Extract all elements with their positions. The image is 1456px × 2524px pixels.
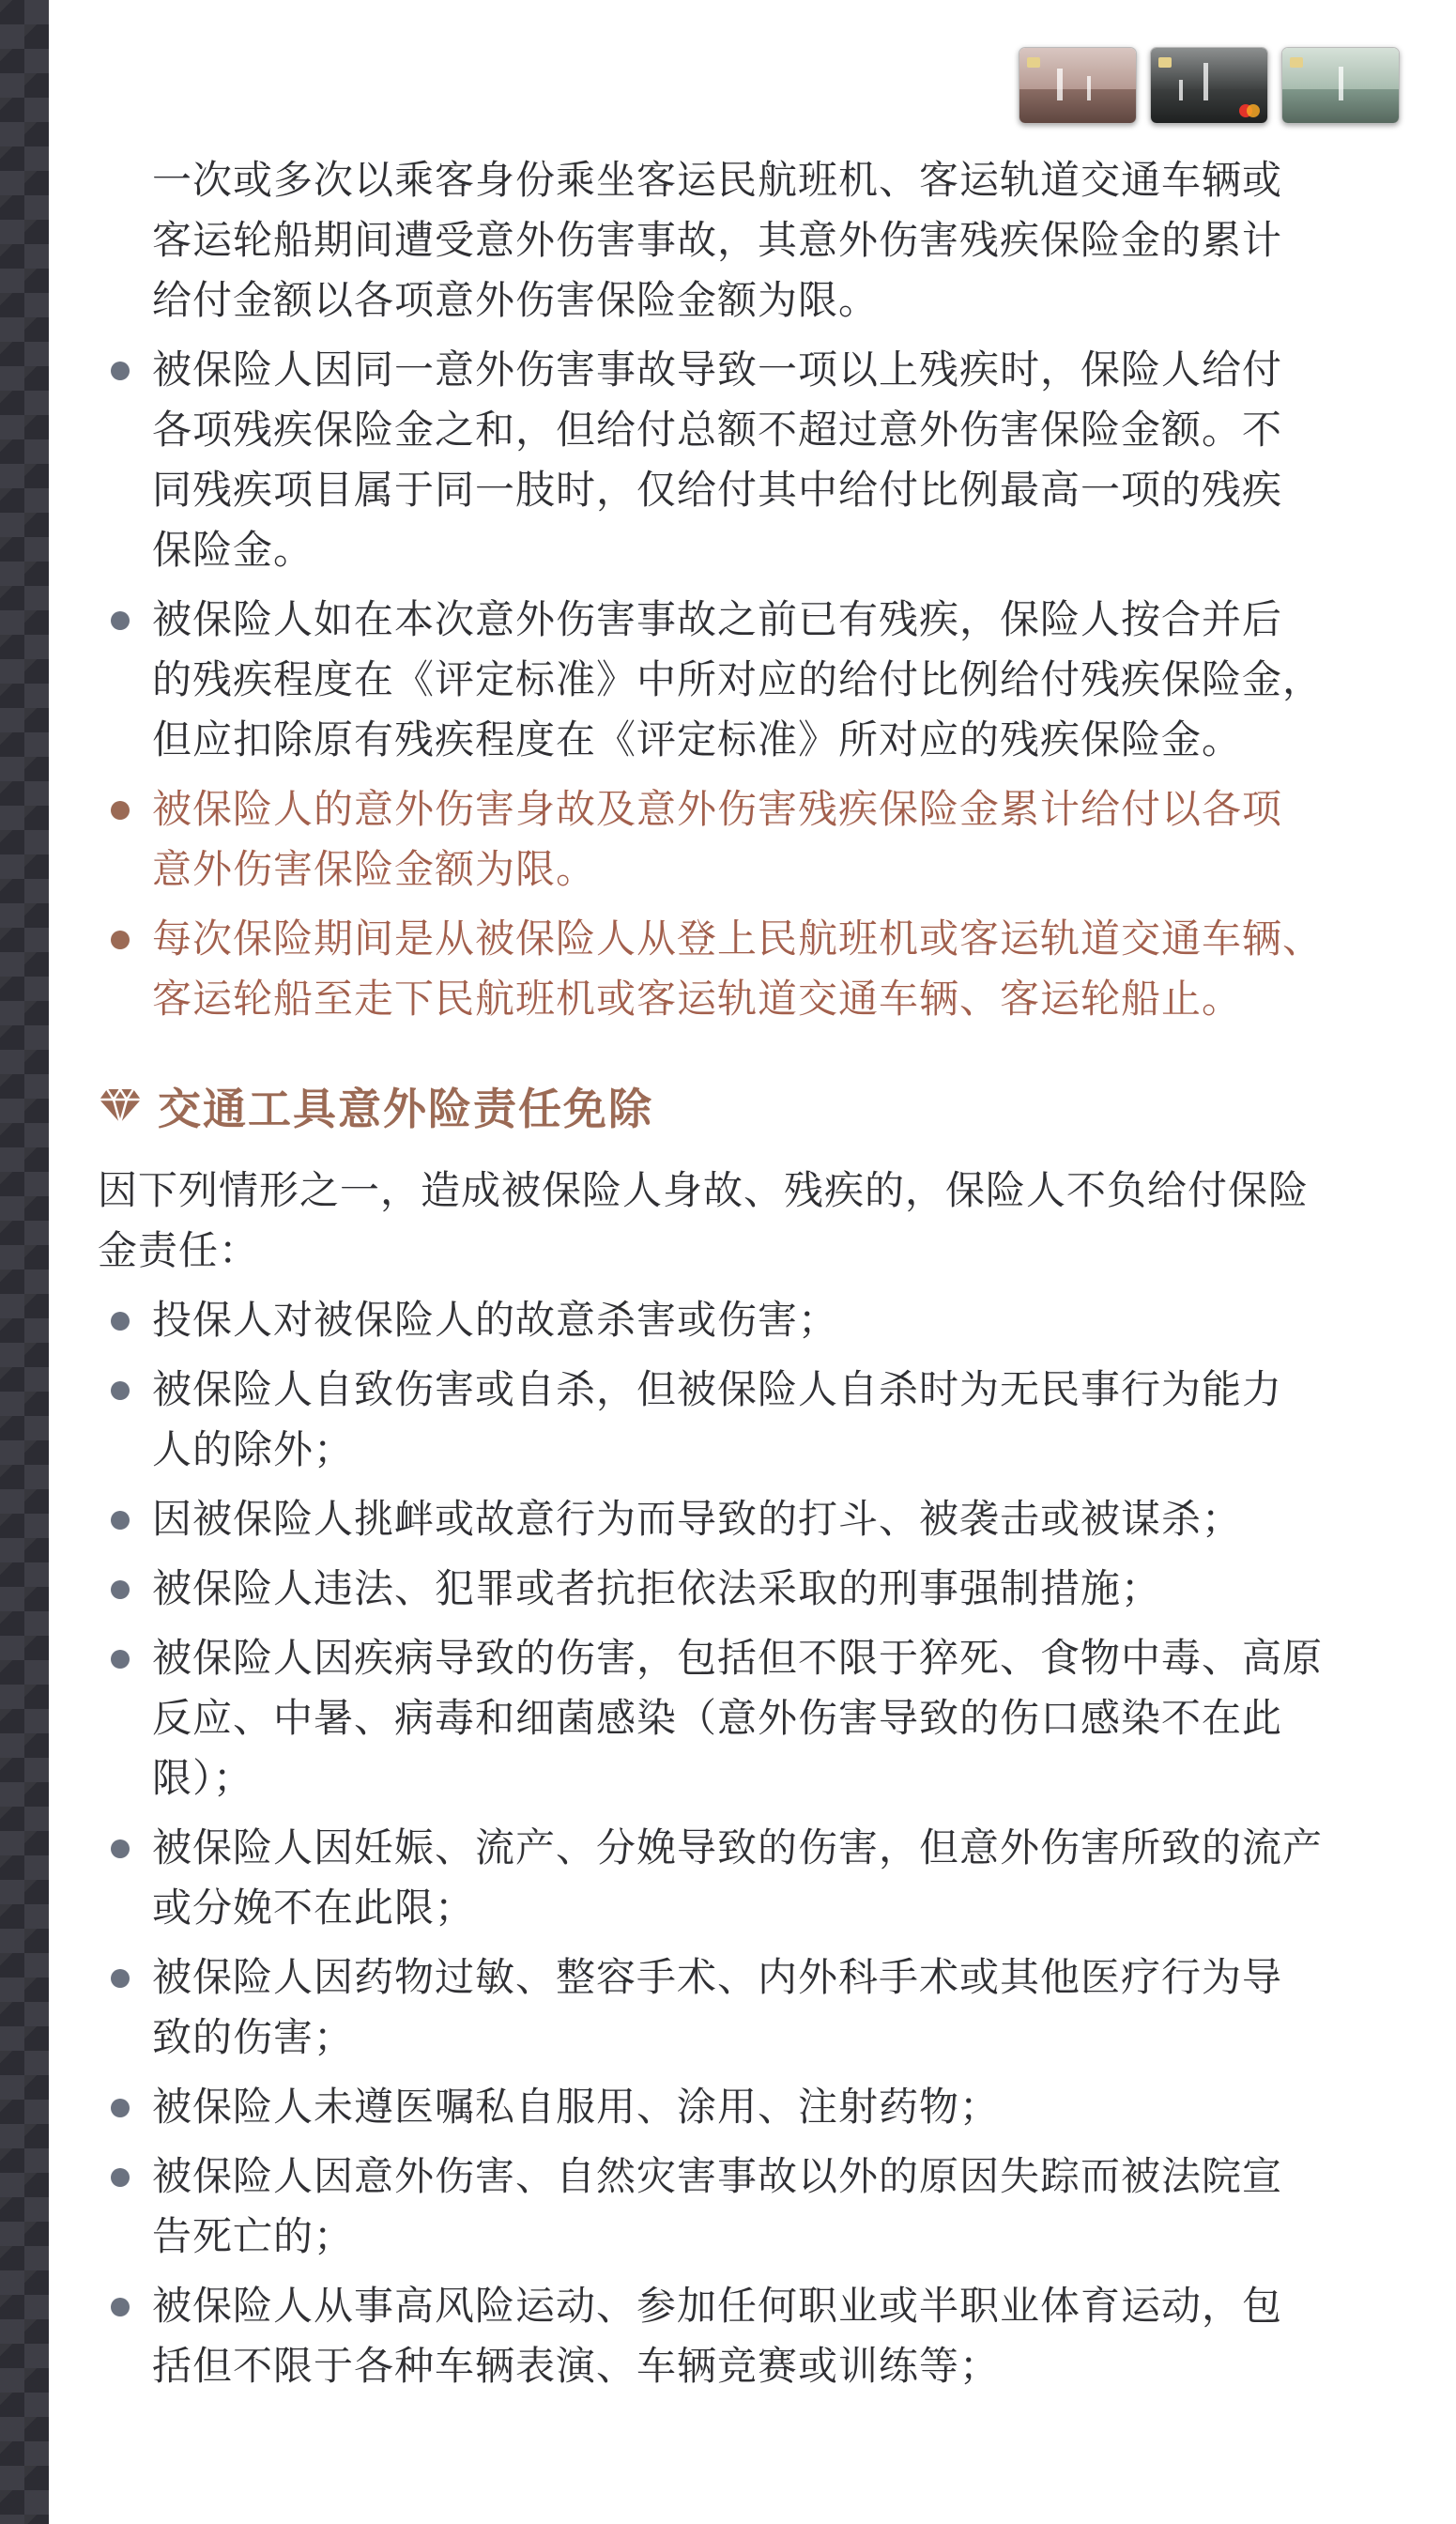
list-item-line: 但应扣除原有残疾程度在《评定标准》所对应的残疾保险金。 (152, 716, 1243, 762)
exclusion-line: 被保险人未遵医嘱私自服用、涂用、注射药物； (152, 2084, 1001, 2130)
top-paragraph (152, 150, 1380, 331)
bullet-icon (111, 611, 130, 630)
list-item-line: 被保险人如在本次意外伤害事故之前已有残疾，保险人按合并后 (152, 596, 1283, 642)
paragraph-line: 给付金额以各项意外伤害保险金额为限。 (152, 277, 880, 323)
exclusion-item (152, 1628, 1380, 1808)
exclusion-item (152, 1360, 1380, 1480)
side-decoration-strip (0, 0, 49, 2524)
exclusion-line: 或分娩不在此限； (152, 1885, 476, 1931)
intro-line: 金责任： (98, 1227, 260, 1273)
exclusion-line: 告死亡的； (152, 2213, 355, 2259)
bullet-icon (111, 801, 130, 820)
bullet-icon (111, 1312, 130, 1331)
bullet-icon (111, 2298, 130, 2316)
exclusion-line: 致的伤害； (152, 2014, 355, 2060)
exclusion-item (152, 1947, 1380, 2068)
exclusion-line: 被保险人因妊娠、流产、分娩导致的伤害，但意外伤害所致的流产 (152, 1824, 1324, 1870)
exclusion-line: 被保险人因意外伤害、自然灾害事故以外的原因失踪而被法院宣 (152, 2153, 1283, 2199)
exclusion-line: 被保险人因药物过敏、整容手术、内外科手术或其他医疗行为导 (152, 1954, 1283, 2000)
card-image-3 (1281, 47, 1400, 124)
list-item-line: 保险金。 (152, 527, 314, 573)
list-item-line: 被保险人因同一意外伤害事故导致一项以上残疾时，保险人给付 (152, 346, 1283, 392)
exclusion-line: 被保险人因疾病导致的伤害，包括但不限于猝死、食物中毒、高原 (152, 1635, 1324, 1681)
exclusion-item (152, 2077, 1380, 2137)
document-body (98, 150, 1380, 2406)
bullet-icon (111, 1650, 130, 1669)
bullet-icon (111, 362, 130, 380)
list-item (152, 340, 1380, 580)
card-image-1 (1019, 47, 1137, 124)
exclusion-item (152, 2276, 1380, 2396)
list-item-line: 各项残疾保险金之和，但给付总额不超过意外伤害保险金额。不 (152, 407, 1283, 453)
card-thumbnails (1019, 47, 1400, 124)
list-item-line: 客运轮船至走下民航班机或客运轨道交通车辆、客运轮船止。 (152, 976, 1243, 1022)
exclusion-item (152, 1559, 1380, 1619)
highlight-list-item (152, 909, 1380, 1029)
exclusion-item (152, 1290, 1380, 1350)
exclusion-line: 人的除外； (152, 1426, 355, 1472)
mastercard-logo-icon (1239, 104, 1260, 117)
exclusion-line: 被保险人从事高风险运动、参加任何职业或半职业体育运动，包 (152, 2283, 1283, 2329)
card-image-2 (1150, 47, 1268, 124)
exclusion-item (152, 1489, 1380, 1549)
diamond-icon (98, 1087, 143, 1125)
list-item (152, 590, 1380, 770)
section-title: 交通工具意外险责任免除 (158, 1084, 653, 1134)
bullet-icon (111, 1381, 130, 1400)
bullet-icon (111, 2168, 130, 2187)
exclusion-line: 反应、中暑、病毒和细菌感染（意外伤害导致的伤口感染不在此 (152, 1695, 1283, 1741)
list-item-line: 同残疾项目属于同一肢时，仅给付其中给付比例最高一项的残疾 (152, 467, 1283, 513)
highlight-list-item (152, 779, 1380, 900)
exclusion-line: 被保险人违法、犯罪或者抗拒依法采取的刑事强制措施； (152, 1565, 1162, 1611)
bullet-icon (111, 1839, 130, 1858)
bullet-icon (111, 931, 130, 949)
list-item-line: 的残疾程度在《评定标准》中所对应的给付比例给付残疾保险金， (152, 656, 1324, 702)
exclusion-line: 投保人对被保险人的故意杀害或伤害； (152, 1297, 839, 1343)
list-item-line: 被保险人的意外伤害身故及意外伤害残疾保险金累计给付以各项 (152, 786, 1283, 832)
list-item-line: 意外伤害保险金额为限。 (152, 846, 597, 892)
intro-line: 因下列情形之一，造成被保险人身故、残疾的，保险人不负给付保险 (98, 1167, 1310, 1213)
exclusion-line: 限）； (152, 1755, 254, 1801)
bullet-icon (111, 1580, 130, 1599)
exclusion-item (152, 1818, 1380, 1938)
paragraph-line: 一次或多次以乘客身份乘坐客运民航班机、客运轨道交通车辆或 (152, 157, 1283, 203)
bullet-icon (111, 1969, 130, 1988)
exclusions-list (103, 1290, 1380, 2396)
section-intro (98, 1161, 1380, 1281)
paragraph-line: 客运轮船期间遭受意外伤害事故，其意外伤害残疾保险金的累计 (152, 217, 1283, 263)
exclusion-line: 括但不限于各种车辆表演、车辆竞赛或训练等； (152, 2343, 1001, 2389)
list-item-line: 每次保险期间是从被保险人从登上民航班机或客运轨道交通车辆、 (152, 916, 1324, 962)
bullet-icon (111, 2099, 130, 2117)
exclusion-item (152, 2147, 1380, 2267)
bullet-icon (111, 1511, 130, 1530)
exclusion-line: 被保险人自致伤害或自杀，但被保险人自杀时为无民事行为能力 (152, 1366, 1283, 1412)
section-heading (98, 1076, 1380, 1136)
exclusion-line: 因被保险人挑衅或故意行为而导致的打斗、被袭击或被谋杀； (152, 1496, 1243, 1542)
